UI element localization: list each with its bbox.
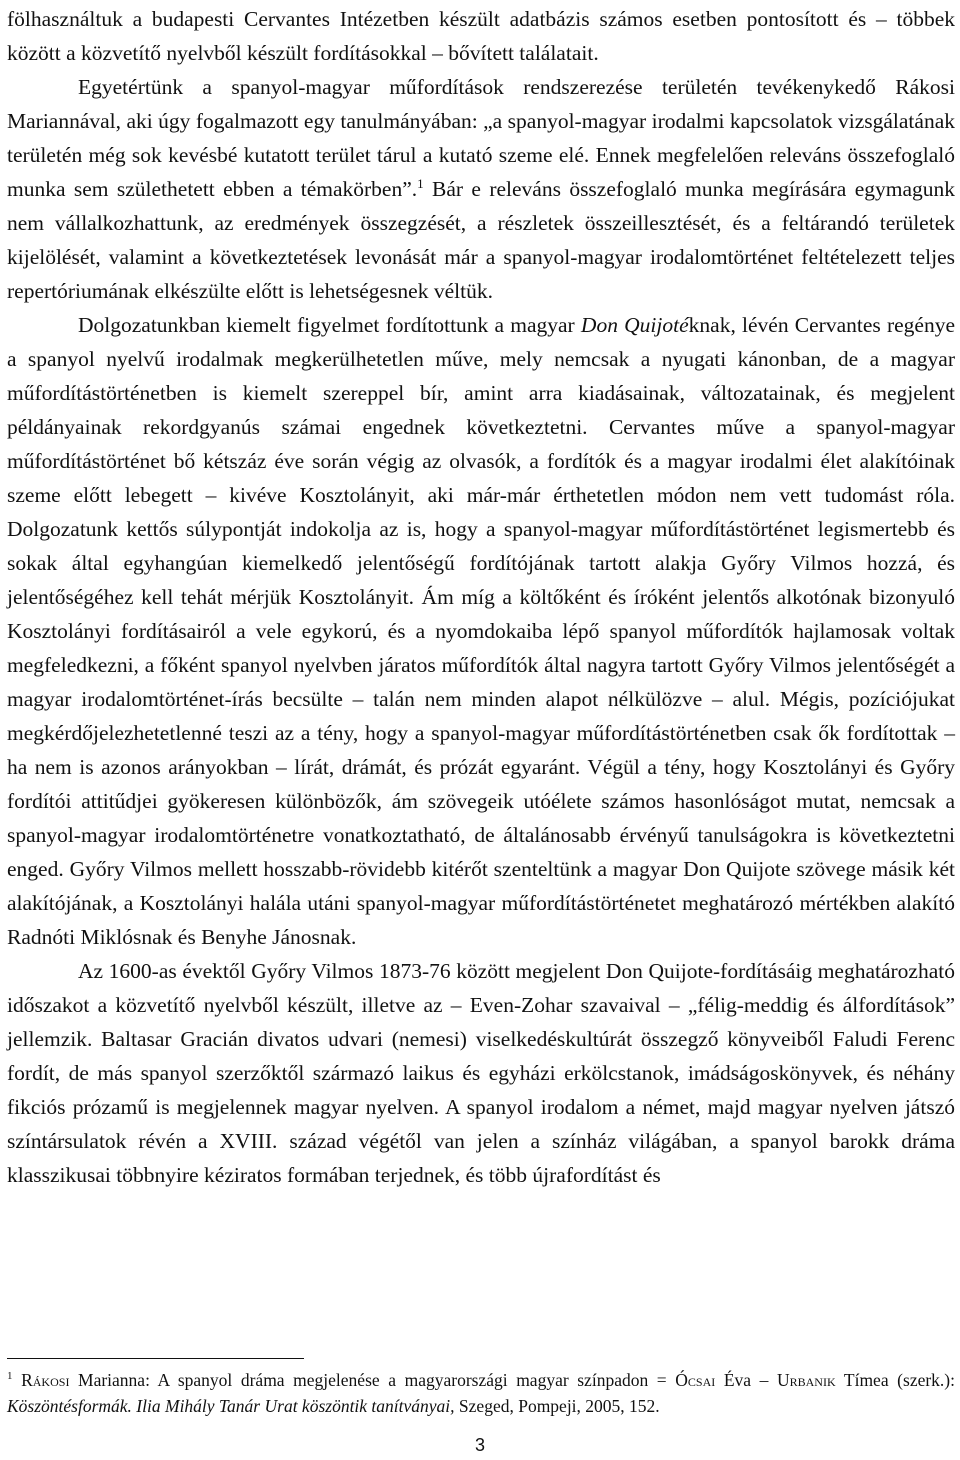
footnote-text-2: Éva –: [715, 1370, 777, 1390]
page-number: 3: [474, 1435, 485, 1455]
footnote-editor-1: Ócsai: [675, 1370, 716, 1390]
paragraph-1: [7, 70, 955, 308]
paragraph-continued: fölhasználtuk a budapesti Cervantes Intézetben készült adatbázis számos esetben pontosított és – többek között a közvetítő nyelvből készült fordításokkal – bővített találatait.: [7, 7, 955, 65]
footnote-area: [7, 1358, 955, 1419]
footnote-author: Rákosi: [21, 1370, 70, 1390]
main-text: [7, 0, 955, 1192]
footnote-book-title: Köszöntésformák. Ilia Mihály Tanár Urat köszöntik tanítványai,: [7, 1396, 455, 1416]
footnote-editor-2: Urbanik: [776, 1370, 836, 1390]
footnote-1: [7, 1367, 955, 1419]
don-quijote-title: Don Quijoté: [580, 313, 689, 337]
footnote-text-1: Marianna: A spanyol dráma megjelenése a magyarországi magyar színpadon =: [69, 1370, 676, 1390]
footnote-separator: [7, 1358, 304, 1359]
footnote-reference[interactable]: 1: [417, 175, 424, 191]
paragraph-2-text-b: knak, lévén Cervantes regénye a spanyol nyelvű irodalmak megkerülhetetlen műve, mely nemcsak a nyugati kánonban, de a magyar műfordítástörténetben is kiemelt szereppel bír, amint arra kiadásainak, változatainak, és megjelent példányainak rekordgyanús számai engednek következtetni. Cervantes műve a spanyol-magyar műfordítástörténet bő kétszáz éve során végig az olvasók, a fordítók és a magyar irodalmi élet alakítóinak szeme előtt lebegett – kivéve Kosztolányit, aki már-már érthetetlen módon nem vett tudomást róla. Dolgozatunk kettős súlypontját indokolja az is, hogy a spanyol-magyar műfordítástörténet legismertebb és sokak által egyhangúan kiemelkedő jelentőségű fordítójának tartott alakja Győry Vilmos hozzá, és jelentőségéhez kell tehát mérjük Kosztolányit. Ám míg a költőként és íróként jelentős alkotónak bizonyuló Kosztolányi fordításairól a vele egykorú, és a nyomdokaiba lépő spanyol műfordítók hajlamosak voltak megfeledkezni, a főként spanyol nyelvben járatos műfordítók által nagyra tartott Győry Vilmos jelentőségét a magyar irodalomtörténet-írás becsülte – talán nem minden alapot nélkülözve – alul. Mégis, pozíciójukat megkérdőjelezhetetlenné teszi az a tény, hogy a spanyol-magyar műfordítástörténetben csak ők fordítottak – ha nem is azonos arányokban – lírát, drámát, és prózát egyaránt. Végül a tény, hogy Kosztolányi és Győry fordítói attitűdjei gyökeresen különbözők, ám szövegeik utóélete számos hasonlóságot mutat, nemcsak a spanyol-magyar irodalomtörténetre vonatkoztatható, de általánosabb érvényű tanulságokra is következtetni enged. Győry Vilmos mellett hosszabb-rövidebb kitérőt szenteltünk a magyar Don Quijote szövege másik két alakítójának, a Kosztolányi halála utáni spanyol-magyar műfordítástörténetet meghatározó mértékben alakító Radnóti Miklósnak és Benyhe Jánosnak.: [7, 313, 955, 949]
footnote-number: 1: [7, 1370, 13, 1383]
paragraph-3: Az 1600-as évektől Győry Vilmos 1873-76 között megjelent Don Quijote-fordításáig meghatározható időszakot a közvetítő nyelvből készült, illetve az – Even-Zohar szavaival – „félig-meddig és álfordítások” jellemzik. Baltasar Gracián divatos udvari (nemesi) viselkedéskultúrát összegző könyveiből Faludi Ferenc fordít, de más spanyol szerzőktől származó laikus és egyházi erkölcstanok, imádságoskönyvek, és néhány fikciós prózamű is megjelennek magyar nyelven. A spanyol irodalom a német, majd magyar nyelven játszó színtársulatok révén a XVIII. század végétől van jelen a színház világában, a spanyol barokk dráma klasszikusai többnyire kéziratos formában terjednek, és több újrafordítást és: [7, 959, 955, 1187]
paragraph-1-text-b: Bár e releváns összefoglaló munka megírására egymagunk nem vállalkozhattunk, az eredmények összegzését, a részletek összeillesztését, és a feltárandó területek kijelölését, valamint a következtetések levonását már a spanyol-magyar irodalomtörténet feltételezett teljes repertóriumának elkészülte előtt is lehetségesnek véltük.: [7, 177, 956, 303]
paragraph-2: [7, 308, 955, 954]
paragraph-1-text-a: Egyetértünk a spanyol-magyar műfordítások rendszerezése területén tevékenykedő Rákosi Mariannával, aki úgy fogalmazott egy tanulmányában: „a spanyol-magyar irodalmi kapcsolatok vizsgálatának területén még sok kevésbé kutatott terület tárul a kutató szeme elé. Ennek megfelelően releváns összefoglaló munka sem születhetett ebben a témakörben”.: [7, 75, 955, 201]
footnote-publication: Szeged, Pompeji, 2005, 152.: [454, 1396, 660, 1416]
page-body: [7, 0, 955, 1192]
paragraph-2-text-a: Dolgozatunkban kiemelt figyelmet fordítottunk a magyar: [78, 313, 581, 337]
footnote-text-3: Tímea (szerk.):: [835, 1370, 955, 1390]
